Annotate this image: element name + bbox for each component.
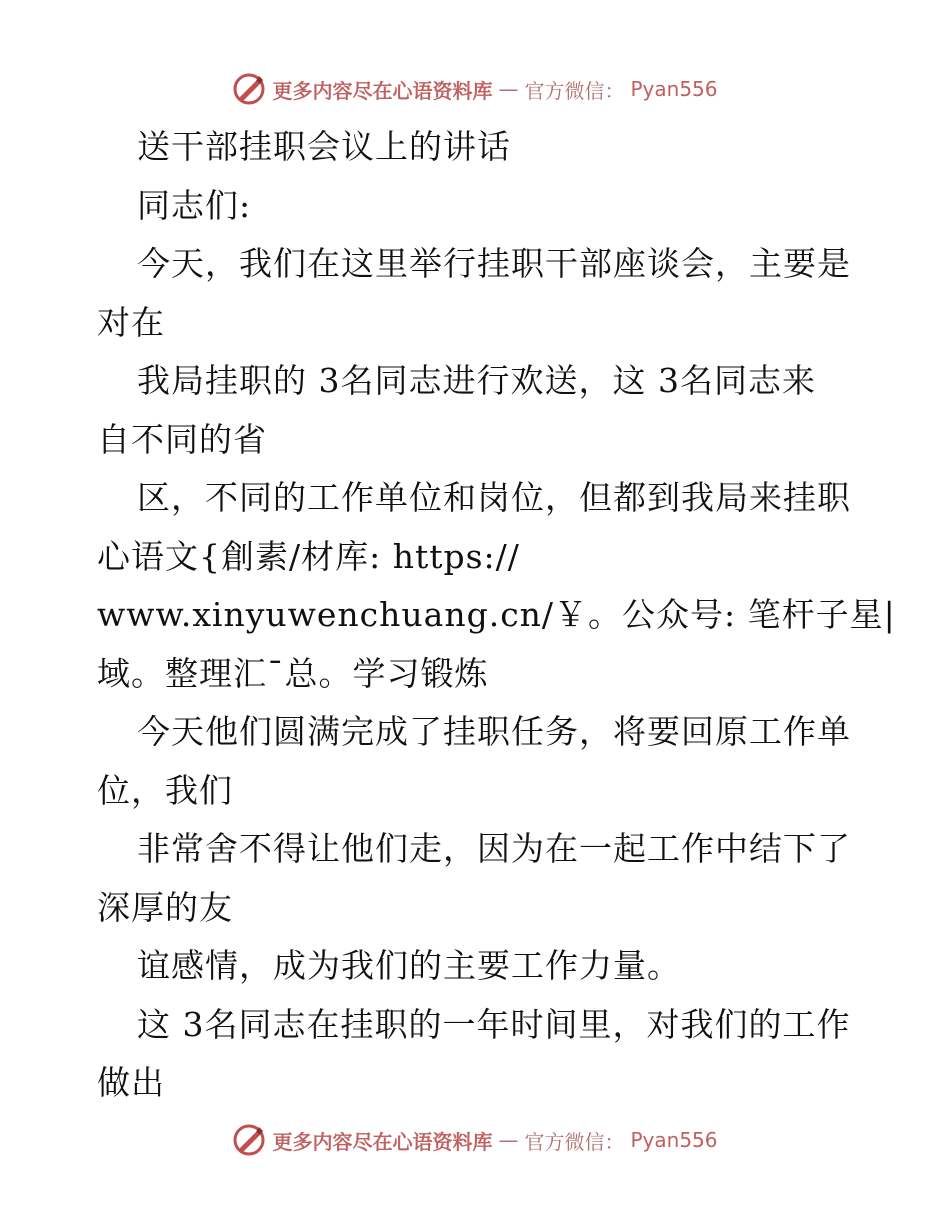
watermark-wechat-id: Pyan556 (630, 77, 718, 101)
watermark-wechat-id: Pyan556 (630, 1128, 718, 1152)
text-line: 对在 (97, 302, 165, 342)
text-line: 区，不同的工作单位和岗位，但都到我局来挂职 (137, 478, 851, 517)
pen-logo-icon (232, 1123, 266, 1157)
text-line: 今天他们圆满完成了挂职任务，将要回原工作单 (137, 712, 851, 751)
text-line: 自不同的省 (97, 419, 267, 459)
text-line: 谊感情，成为我们的主要工作力量。 (137, 946, 681, 985)
text-line: www.xinyuwenchuang.cn/￥。公众号: 笔杆子星| (97, 595, 896, 634)
document-title: 送干部挂职会议上的讲话 (137, 127, 511, 166)
text-line: 域。整理汇¯总。学习锻炼 (97, 653, 489, 693)
salutation: 同志们: (137, 185, 252, 225)
text-line: 位，我们 (97, 770, 233, 810)
text-line: 做出 (97, 1063, 165, 1102)
text-line: 今天，我们在这里举行挂职干部座谈会，主要是 (137, 244, 851, 283)
watermark-wechat-label: 官方微信： (524, 78, 625, 103)
document-body (97, 118, 896, 1113)
watermark-separator: — (498, 1128, 519, 1152)
text-line: 非常舍不得让他们走，因为在一起工作中结下了 (137, 829, 851, 868)
footer-watermark (0, 1123, 950, 1157)
watermark-wechat-label: 官方微信： (524, 1129, 625, 1154)
header-watermark (0, 72, 950, 106)
text-line: 深厚的友 (97, 887, 233, 927)
text-line: 心语文{創素/材库: https:// (97, 536, 520, 576)
text-line: 我局挂职的 3名同志进行欢送，这 3名同志来 (137, 361, 816, 400)
watermark-separator: — (498, 77, 519, 101)
text-line: 这 3名同志在挂职的一年时间里，对我们的工作 (137, 1004, 851, 1044)
watermark-title: 更多内容尽在心语资料库 (272, 78, 493, 103)
pen-logo-icon (232, 72, 266, 106)
watermark-title: 更多内容尽在心语资料库 (272, 1129, 493, 1154)
